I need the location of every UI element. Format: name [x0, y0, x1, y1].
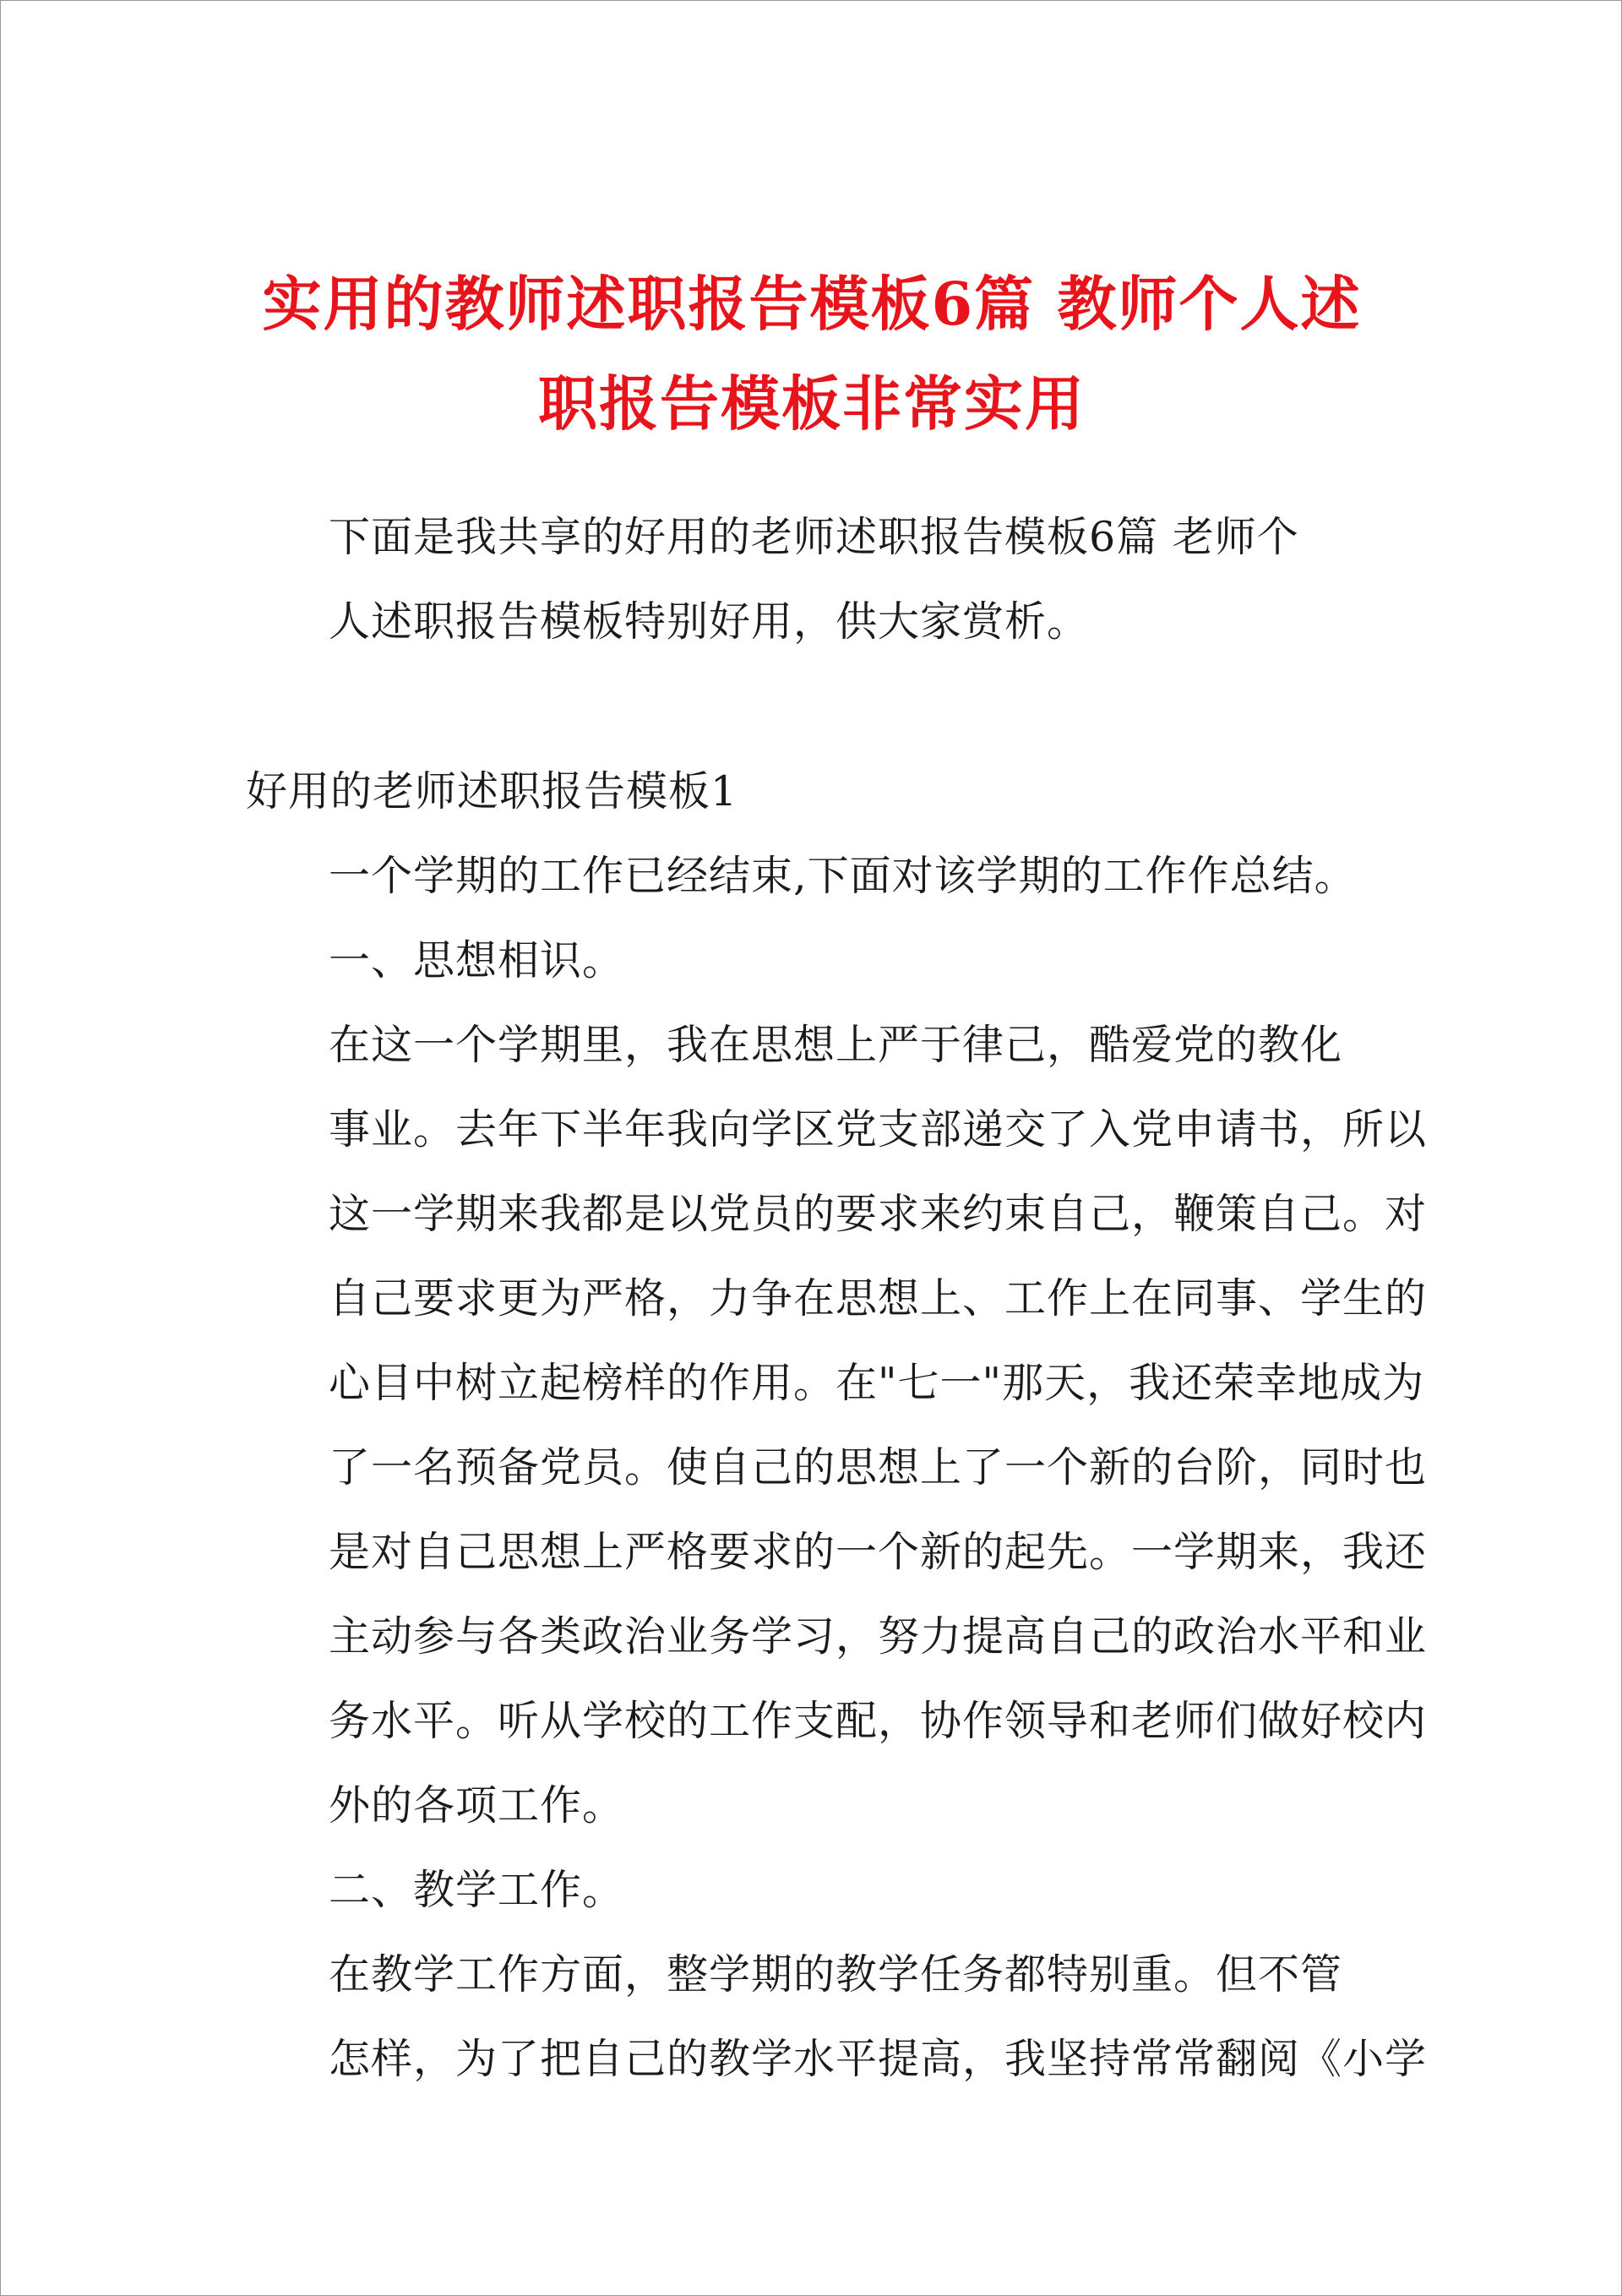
paragraph-line: 自己要求更为严格，力争在思想上、工作上在同事、学生的	[329, 1274, 1428, 1323]
paragraph-line: 在教学工作方面，整学期的教学任务都特别重。但不管	[329, 1950, 1343, 1999]
paragraph-line: 怎样，为了把自己的教学水平提高，我坚持常常翻阅《小学	[329, 2035, 1428, 2083]
paragraph-line: 外的各项工作。	[329, 1781, 625, 1830]
paragraph-ideology	[246, 1003, 1428, 1848]
paragraph-teaching	[246, 1933, 1428, 2102]
paragraph-line: 主动参与各类政治业务学习，努力提高自己的政治水平和业	[329, 1612, 1428, 1661]
paragraph-line: 务水平。听从学校的工作支配，协作领导和老师们做好校内	[329, 1697, 1428, 1745]
intro-paragraph	[246, 495, 1378, 664]
section-heading: 好用的老师述职报告模板1	[246, 767, 738, 815]
paragraph-line: 在这一个学期里，我在思想上严于律己，酷爱党的教化	[329, 1021, 1343, 1069]
paragraph-summary: 一个学期的工作已经结束,下面对该学期的工作作总结。	[329, 852, 1357, 900]
paragraph-line: 了一名预备党员。使自己的思想上了一个新的台阶，同时也	[329, 1443, 1428, 1492]
title-line-1: 实用的教师述职报告模板6篇 教师个人述	[262, 269, 1362, 339]
title-line-2: 职报告模板非常实用	[538, 368, 1086, 439]
paragraph-line: 心目中树立起榜样的作用。在"七一"那天，我还荣幸地成为	[329, 1359, 1425, 1407]
intro-line: 人述职报告模板特别好用，供大家赏析。	[329, 597, 1090, 646]
intro-block	[246, 495, 1378, 664]
paragraph-line: 是对自己思想上严格要求的一个新的起先。一学期来，我还	[329, 1528, 1428, 1576]
intro-line: 下面是我共享的好用的老师述职报告模板6篇 老师个	[329, 513, 1299, 561]
main-body	[246, 750, 1428, 2102]
heading-ideology: 一、思想相识。	[329, 936, 625, 984]
document-title	[246, 254, 1378, 454]
paragraph-line: 事业。去年下半年我向学区党支部递交了入党申请书，所以	[329, 1105, 1428, 1153]
heading-teaching: 二、教学工作。	[329, 1866, 625, 1914]
paragraph-line: 这一学期来我都是以党员的要求来约束自己，鞭策自己。对	[329, 1190, 1428, 1238]
